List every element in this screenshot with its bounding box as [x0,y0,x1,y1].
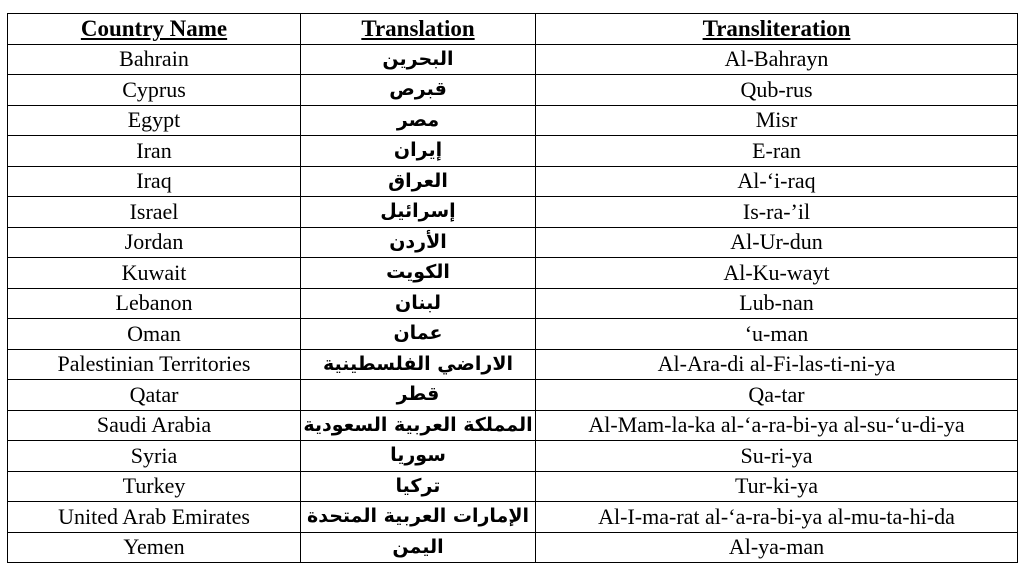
table-row [8,319,1018,350]
arabic-translation-cell: تركيا [301,471,536,502]
table-row [8,288,1018,319]
country-name-cell: Turkey [8,471,301,502]
table-header-row [8,14,1018,45]
transliteration-cell: Al-ya-man [536,532,1018,563]
transliteration-cell: Al-Ara-di al-Fi-las-ti-ni-ya [536,349,1018,380]
country-name-cell: Saudi Arabia [8,410,301,441]
transliteration-cell: Misr [536,105,1018,136]
transliteration-cell: Al-Ur-dun [536,227,1018,258]
header-country-name: Country Name [8,14,301,45]
table-row [8,441,1018,472]
country-name-cell: Kuwait [8,258,301,289]
arabic-translation-cell: العراق [301,166,536,197]
transliteration-cell: E-ran [536,136,1018,167]
transliteration-cell: Al-I-ma-rat al-‘a-ra-bi-ya al-mu-ta-hi-da [536,502,1018,533]
transliteration-cell: Is-ra-’il [536,197,1018,228]
country-name-cell: Palestinian Territories [8,349,301,380]
table-row [8,532,1018,563]
transliteration-cell: ‘u-man [536,319,1018,350]
country-name-cell: Iraq [8,166,301,197]
table-row [8,44,1018,75]
country-name-cell: Cyprus [8,75,301,106]
country-names-table [7,13,1018,563]
arabic-translation-cell: إسرائيل [301,197,536,228]
arabic-translation-cell: البحرين [301,44,536,75]
header-transliteration: Transliteration [536,14,1018,45]
arabic-translation-cell: الإمارات العربية المتحدة [301,502,536,533]
transliteration-cell: Al-‘i-raq [536,166,1018,197]
country-name-cell: Israel [8,197,301,228]
table-row [8,471,1018,502]
table-row [8,410,1018,441]
arabic-translation-cell: لبنان [301,288,536,319]
country-table-container [7,13,1018,563]
table-row [8,502,1018,533]
header-translation: Translation [301,14,536,45]
arabic-translation-cell: الكويت [301,258,536,289]
transliteration-cell: Qa-tar [536,380,1018,411]
transliteration-cell: Al-Mam-la-ka al-‘a-ra-bi-ya al-su-‘u-di-ya [536,410,1018,441]
transliteration-cell: Su-ri-ya [536,441,1018,472]
table-row [8,75,1018,106]
table-row [8,136,1018,167]
transliteration-cell: Al-Bahrayn [536,44,1018,75]
transliteration-cell: Tur-ki-ya [536,471,1018,502]
table-row [8,380,1018,411]
country-name-cell: Jordan [8,227,301,258]
arabic-translation-cell: الاراضي الفلسطينية [301,349,536,380]
country-name-cell: Lebanon [8,288,301,319]
table-row [8,349,1018,380]
country-name-cell: Syria [8,441,301,472]
arabic-translation-cell: المملكة العربية السعودية [301,410,536,441]
arabic-translation-cell: الأردن [301,227,536,258]
country-name-cell: Bahrain [8,44,301,75]
arabic-translation-cell: سوريا [301,441,536,472]
transliteration-cell: Al-Ku-wayt [536,258,1018,289]
country-name-cell: Egypt [8,105,301,136]
arabic-translation-cell: مصر [301,105,536,136]
arabic-translation-cell: عمان [301,319,536,350]
country-name-cell: Qatar [8,380,301,411]
table-row [8,166,1018,197]
country-name-cell: United Arab Emirates [8,502,301,533]
table-body [8,44,1018,563]
country-name-cell: Iran [8,136,301,167]
transliteration-cell: Qub-rus [536,75,1018,106]
table-row [8,105,1018,136]
table-row [8,227,1018,258]
arabic-translation-cell: إيران [301,136,536,167]
country-name-cell: Oman [8,319,301,350]
arabic-translation-cell: اليمن [301,532,536,563]
table-row [8,258,1018,289]
transliteration-cell: Lub-nan [536,288,1018,319]
arabic-translation-cell: قطر [301,380,536,411]
country-name-cell: Yemen [8,532,301,563]
arabic-translation-cell: قبرص [301,75,536,106]
table-row [8,197,1018,228]
